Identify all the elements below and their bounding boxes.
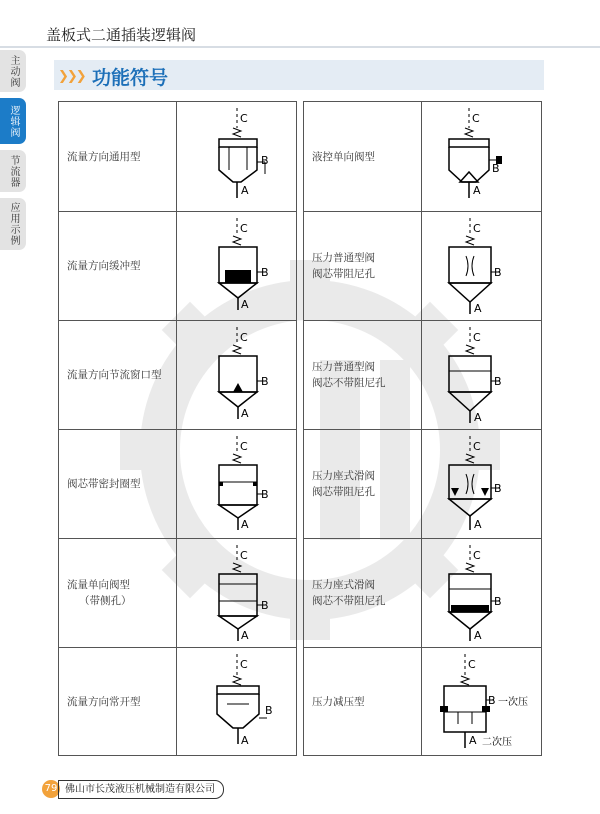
table-row [59,211,296,320]
svg-text:A: A [474,629,482,642]
svg-text:A: A [474,302,482,315]
pressure-valve-orifice-symbol [422,212,542,321]
symbol-cell [421,539,541,647]
table-row [304,647,541,755]
symbol-cell [176,539,296,647]
symbol-cell [176,430,296,538]
svg-text:A: A [241,734,249,747]
svg-text:C: C [240,331,248,344]
svg-text:B: B [494,375,502,388]
svg-text:C: C [240,658,248,671]
page-number-badge: 79 [42,780,60,798]
side-tab-throttle[interactable]: 节流器 [0,150,26,192]
svg-text:B: B [261,599,269,612]
pressure-reducing-valve-symbol [422,648,542,756]
row-label: 流量方向节流窗口型 [67,369,162,381]
table-row [59,320,296,429]
svg-text:二次压: 二次压 [482,737,512,748]
svg-text:B: B [494,482,502,495]
svg-text:A: A [474,518,482,531]
row-label: 流量方向常开型 [67,695,141,708]
svg-text:B: B [261,154,269,167]
row-label: 压力普通型阀 阀芯带阻尼孔 [312,252,375,280]
svg-text:C: C [473,549,481,562]
symbol-cell [176,212,296,320]
symbol-cell [421,430,541,538]
left-symbol-table [58,101,297,756]
svg-text:C: C [240,549,248,562]
header-divider [0,46,600,48]
side-tab-main-valve[interactable]: 主动阀 [0,50,26,92]
svg-text:C: C [473,331,481,344]
svg-text:C: C [473,222,481,235]
table-row [59,647,296,755]
row-label: 压力普通型阀 阀芯不带阻尼孔 [312,361,386,389]
pilot-check-valve-symbol [422,102,542,211]
table-row [59,102,296,211]
symbol-cell [176,321,296,429]
svg-text:B: B [494,595,502,608]
symbol-cell [421,648,541,755]
row-label: 压力座式滑阀 阀芯不带阻尼孔 [312,579,386,607]
general-flow-valve-symbol [177,102,297,211]
seat-spool-orifice-symbol [422,430,542,539]
svg-text:A: A [241,518,249,531]
page-header-title: 盖板式二通插装逻辑阀 [46,26,197,44]
table-row [304,429,541,538]
right-symbol-table [303,101,542,756]
sealed-spool-valve-symbol [177,430,297,539]
section-header [54,60,544,90]
svg-text:一次压: 一次压 [498,697,528,708]
svg-text:B: B [261,375,269,388]
svg-text:B: B [261,266,269,279]
normally-open-valve-symbol [177,648,297,756]
table-row [304,320,541,429]
svg-text:C: C [240,222,248,235]
svg-text:B: B [265,704,273,717]
side-tab-logic-valve[interactable]: 逻辑阀 [0,98,26,144]
symbol-cell [421,102,541,211]
svg-text:A: A [469,734,477,747]
row-label: 压力减压型 [312,695,365,708]
row-label: 流量方向通用型 [67,150,141,163]
pressure-valve-no-orifice-symbol [422,321,542,430]
svg-text:B: B [261,488,269,501]
seat-spool-no-orifice-symbol [422,539,542,648]
table-row [304,211,541,320]
table-row [59,538,296,647]
buffer-valve-symbol [177,212,297,321]
table-row [304,538,541,647]
symbol-cell [176,648,296,755]
row-label: 流量方向缓冲型 [67,260,141,272]
svg-text:A: A [241,629,249,642]
row-label: 阀芯带密封圈型 [67,478,141,490]
row-label: 液控单向阀型 [312,150,375,163]
check-valve-side-hole-symbol [177,539,297,648]
svg-text:A: A [473,184,481,197]
svg-text:B: B [494,266,502,279]
svg-text:C: C [240,112,248,125]
row-label: 流量单向阀型 （带侧孔） [67,579,132,607]
company-name: 佛山市长茂液压机械制造有限公司 [58,780,224,799]
svg-text:A: A [241,407,249,420]
symbol-cell [176,102,296,211]
symbol-cell [421,321,541,429]
chevrons-icon: ❯❯❯ [58,69,85,84]
symbol-cell [421,212,541,320]
svg-text:A: A [241,298,249,311]
svg-text:C: C [240,440,248,453]
svg-text:A: A [241,184,249,197]
svg-text:C: C [473,440,481,453]
throttle-window-valve-symbol [177,321,297,430]
svg-text:B: B [492,162,500,175]
table-row [59,429,296,538]
section-title: 功能符号 [92,67,169,89]
svg-text:A: A [474,411,482,424]
svg-text:C: C [472,112,480,125]
side-tab-examples[interactable]: 应用示例 [0,198,26,250]
svg-text:B: B [488,694,496,707]
svg-text:C: C [468,658,476,671]
table-row [304,102,541,211]
row-label: 压力座式滑阀 阀芯带阻尼孔 [312,470,375,498]
